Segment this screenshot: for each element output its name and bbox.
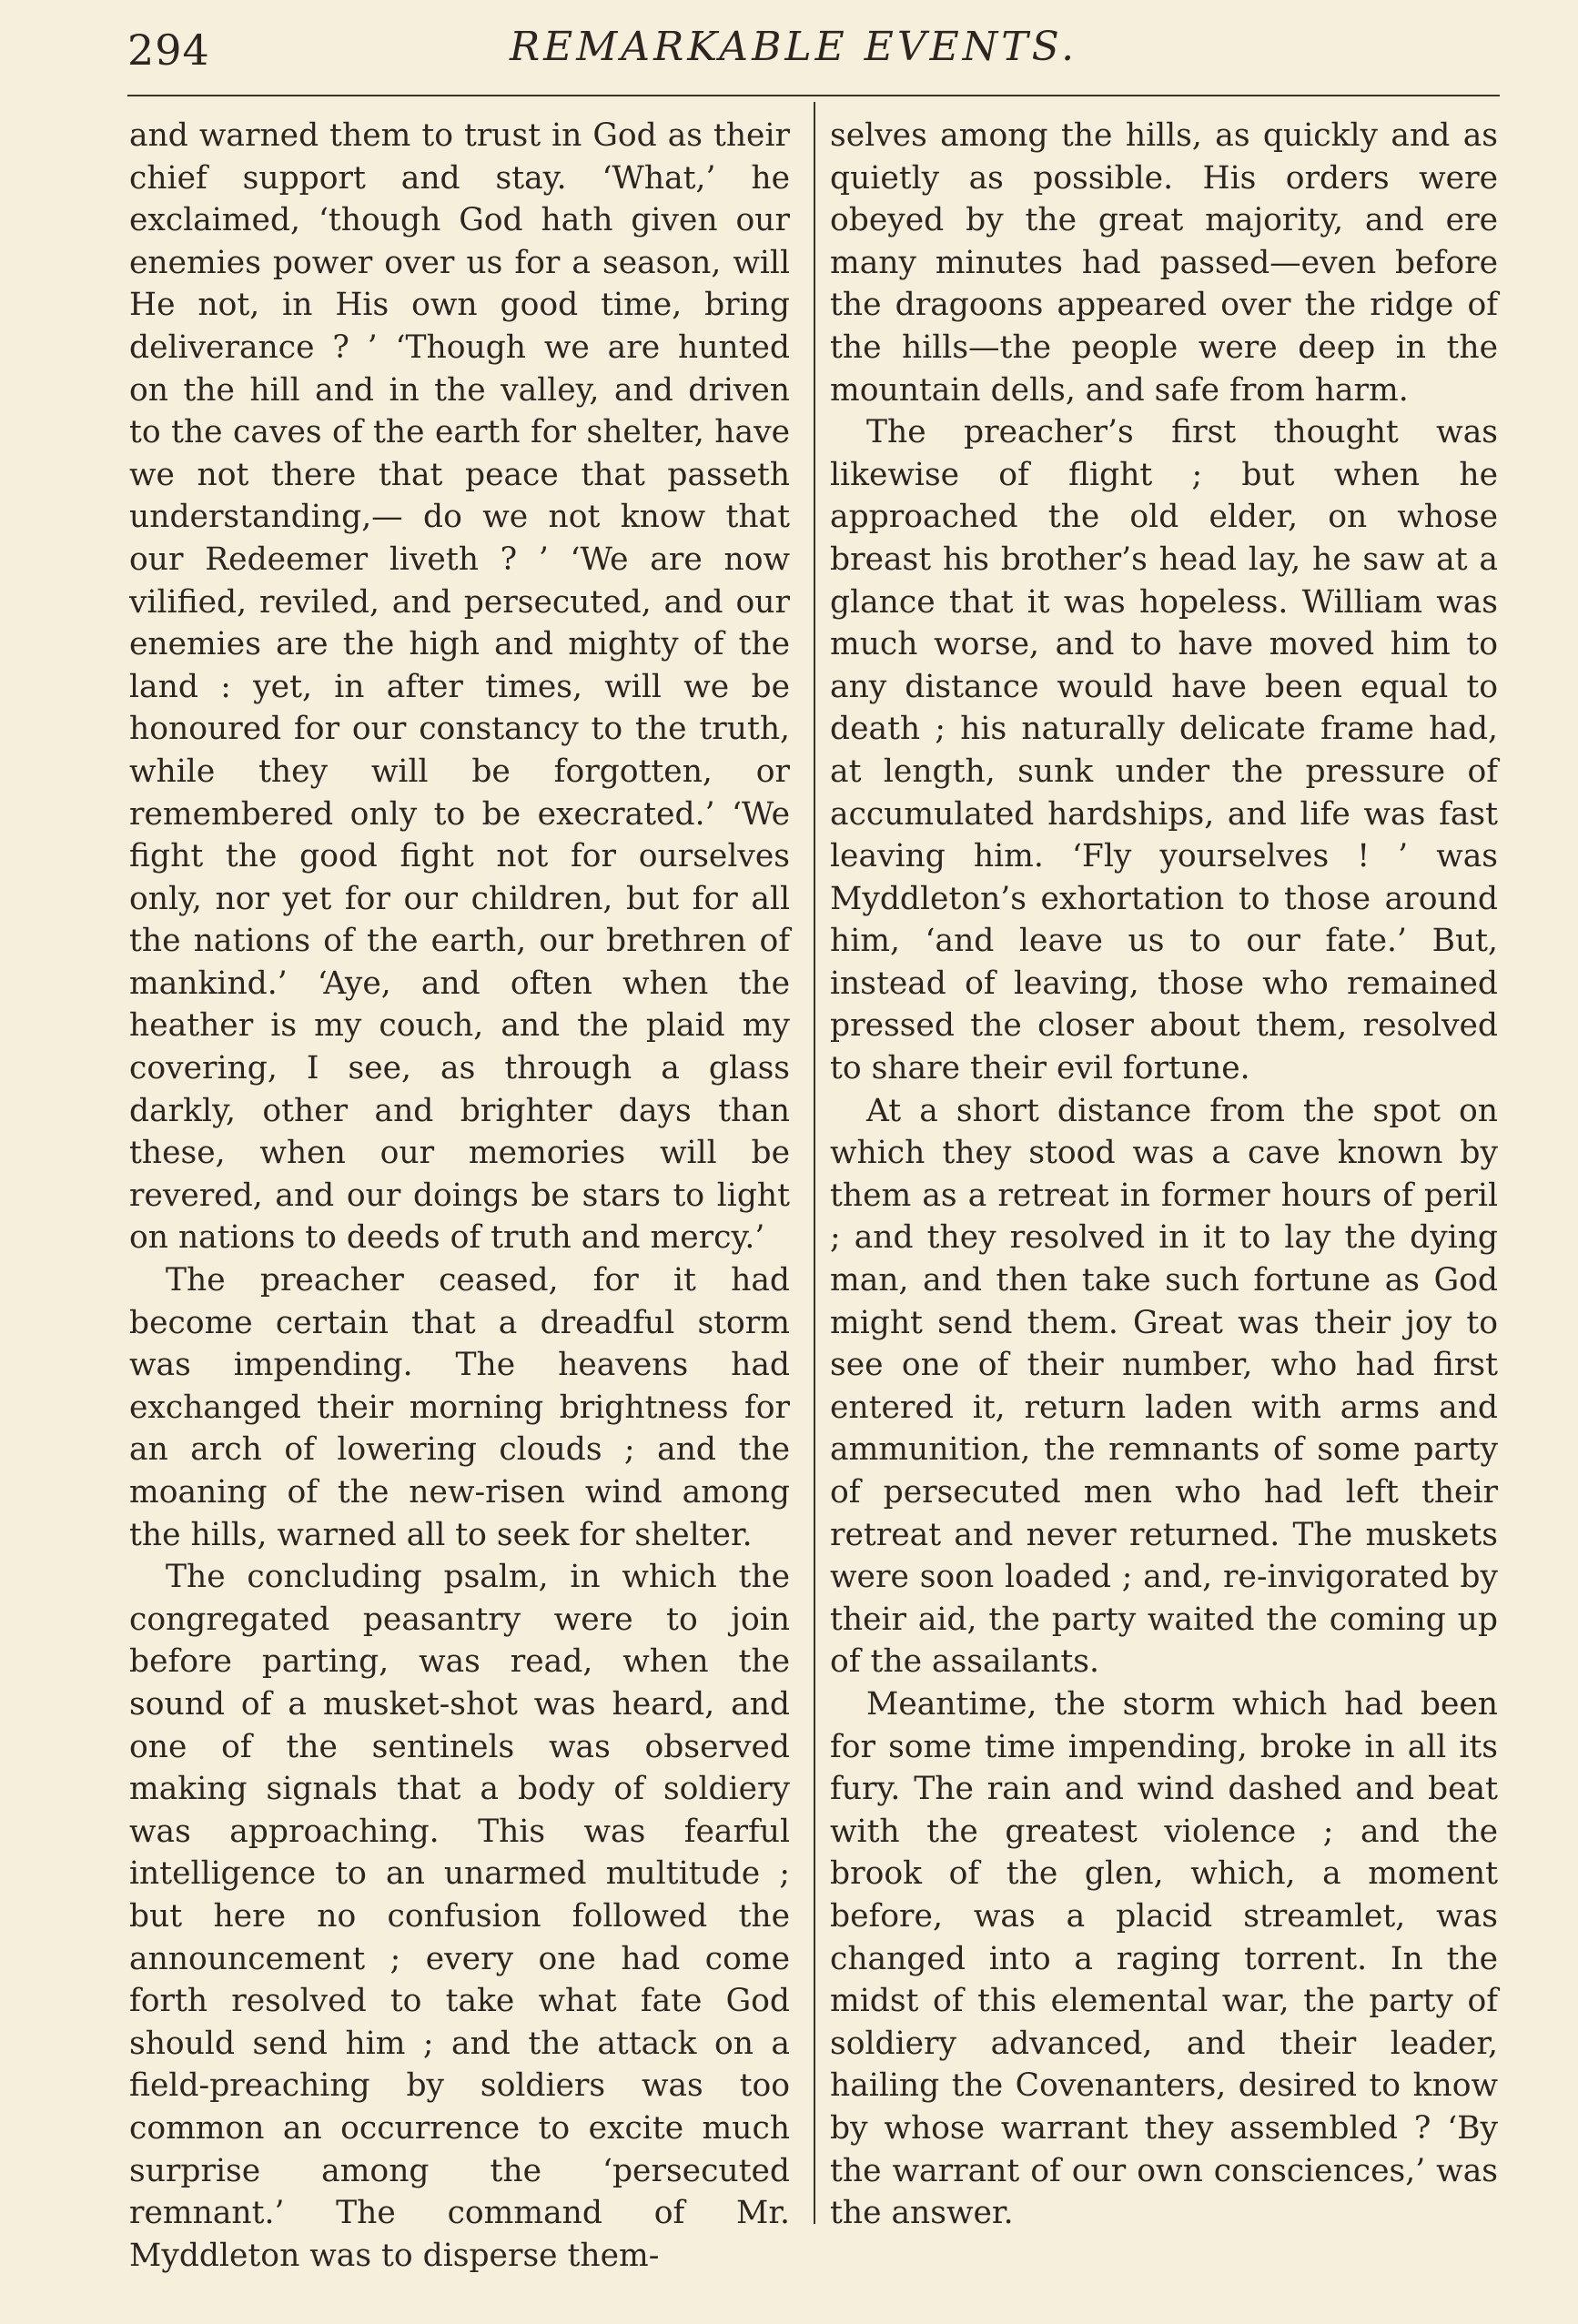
paragraph: selves among the hills, as quickly and as quietly as possible. His orders were obeyed by the great majority, and ere many minutes had passed—even before the dragoons appeared over the ridge of the hills—the people were deep in the mountain dells, and safe from harm. bbox=[830, 117, 1498, 409]
paragraph: At a short distance from the spot on which they stood was a cave known by them as a retreat in former hours of peril ; and they resolved in it to lay the dying man, and then take such fortune as God might send them. Great was their joy to see one of their number, who had first entered it, return laden with arms and ammunition, the remnants of some party of persecuted men who had left their retreat and never returned. The muskets were soon loaded ; and, re-invigorated by their aid, the party waited the coming up of the assailants. bbox=[830, 1092, 1498, 1681]
left-column bbox=[129, 115, 790, 2277]
paragraph: The preacher’s first thought was likewise of flight ; but when he approached the old elder, on whose breast his brother’s head lay, he saw at a glance that it was hopeless. William was much worse, and to have moved him to any distance would have been equal to death ; his naturally delicate frame had, at length, sunk under the pressure of accumulated hardships, and life was fast leaving him. ‘Fly yourselves ! ’ was Myddleton’s exhortation to those around him, ‘and leave us to our fate.’ But, instead of leaving, those who remained pressed the closer about them, resolved to share their evil fortune. bbox=[830, 414, 1498, 1087]
paragraph: and warned them to trust in God as their chief support and stay. ‘What,’ he exclaimed, ‘though God hath given our enemies power over us for a season, will He not, in His own good time, bring deliverance ? ’ ‘Though we are hunted on the hill and in the valley, and driven to the caves of the earth for shelter, have we not there that peace that passeth understanding,— do we not know that our Redeemer liveth ? ’ ‘We are now vilified, reviled, and persecuted, and our enemies are the high and mighty of the land : yet, in after times, will we be honoured for our constancy to the truth, while they will be forgotten, or remembered only to be execrated.’ ‘We fight the good fight not for ourselves only, nor yet for our children, but for all the nations of the earth, our brethren of mankind.’ ‘Aye, and often when the heather is my couch, and the plaid my covering, I see, as through a glass darkly, other and brighter days than these, when our memories will be revered, and our doings be stars to light on nations to deeds of truth and mercy.’ bbox=[129, 117, 790, 1257]
right-column bbox=[830, 115, 1498, 2235]
paragraph: Meantime, the storm which had been for some time impending, broke in all its fury. The rain and wind dashed and beat with the greatest violence ; and the brook of the glen, which, a moment before, was a placid streamlet, was changed into a raging torrent. In the midst of this elemental war, the party of soldiery advanced, and their leader, hailing the Covenanters, desired to know by whose warrant they assembled ? ‘By the warrant of our own consciences,’ was the answer. bbox=[830, 1685, 1498, 2232]
page-number: 294 bbox=[127, 25, 210, 75]
paragraph: The concluding psalm, in which the congregated peasantry were to join before parting, was read, when the sound of a musket-shot was heard, and one of the sentinels was observed making signals that a body of soldiery was approaching. This was fearful intelligence to an unarmed multitude ; but here no confusion followed the announcement ; every one had come forth resolved to take what fate God should send him ; and the attack on a field-preaching by soldiers was too common an occurrence to excite much surprise among the ‘persecuted remnant.’ The command of Mr. Myddleton was to disperse them- bbox=[129, 1559, 790, 2274]
column-divider bbox=[814, 102, 815, 2224]
paragraph: The preacher ceased, for it had become certain that a dreadful storm was impending. The heavens had exchanged their morning brightness for an arch of lowering clouds ; and the moaning of the new-risen wind among the hills, warned all to seek for shelter. bbox=[129, 1262, 790, 1553]
running-title: REMARKABLE EVENTS. bbox=[510, 24, 1078, 70]
header-rule bbox=[127, 95, 1500, 96]
